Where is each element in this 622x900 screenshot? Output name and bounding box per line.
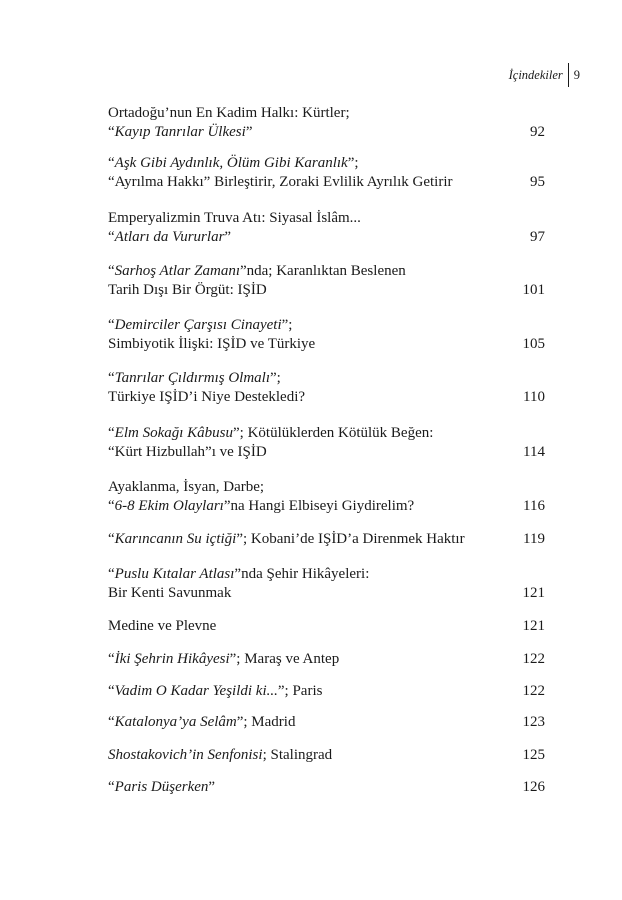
toc-entry <box>108 104 545 142</box>
toc-page-number: 114 <box>523 444 545 460</box>
toc-text: “ <box>108 263 115 279</box>
toc-entry-line <box>108 262 545 281</box>
toc-entry-line <box>108 778 545 797</box>
toc-italic-title: Elm Sokağı Kâbusu <box>114 425 234 441</box>
toc-text: Bir Kenti Savunmak <box>108 585 232 601</box>
toc-page-number: 125 <box>522 747 545 763</box>
toc-text: “ <box>108 531 115 547</box>
toc-text: ”; Kötülüklerden Kötülük Beğen: <box>233 425 434 441</box>
toc-entry-line <box>108 713 545 732</box>
toc-text: “ <box>108 229 115 245</box>
toc-entry <box>108 262 545 300</box>
toc-text: Ayaklanma, İsyan, Darbe; <box>108 479 265 495</box>
toc-entry-line <box>108 228 545 247</box>
toc-italic-title: Tanrılar Çıldırmış Olmalı <box>114 370 270 386</box>
toc-italic-title: Vadim O Kadar Yeşildi ki... <box>114 683 278 699</box>
toc-text: “ <box>108 124 115 140</box>
toc-page-number: 101 <box>522 282 545 298</box>
toc-page-number: 110 <box>523 389 545 405</box>
toc-text: ”nda; Karanlıktan Beslenen <box>239 263 406 279</box>
toc-entry <box>108 369 545 407</box>
toc-entry <box>108 682 545 701</box>
toc-entry <box>108 424 545 462</box>
toc-page-number: 105 <box>522 336 545 352</box>
toc-page-number: 126 <box>522 779 545 795</box>
toc-italic-title: Paris Düşerken <box>114 779 209 795</box>
toc-text: Medine ve Plevne <box>108 618 217 634</box>
toc-text: ”; <box>270 370 281 386</box>
toc-italic-title: Puslu Kıtalar Atlası <box>114 566 235 582</box>
toc-italic-title: Katalonya’ya Selâm <box>114 714 237 730</box>
toc-text: Tarih Dışı Bir Örgüt: IŞİD <box>108 282 267 298</box>
toc-text: “ <box>108 683 115 699</box>
toc-text: Ortadoğu’nun En Kadim Halkı: Kürtler; <box>108 105 350 121</box>
toc-text: ; Stalingrad <box>262 747 333 763</box>
toc-text: “ <box>108 566 115 582</box>
toc-italic-title: Aşk Gibi Aydınlık, Ölüm Gibi Karanlık <box>114 155 348 171</box>
toc-text: “ <box>108 498 115 514</box>
toc-text: “ <box>108 651 115 667</box>
toc-entry-line <box>108 123 545 142</box>
toc-text: “ <box>108 370 115 386</box>
running-header-title: İçindekiler <box>508 67 563 82</box>
toc-text: ” <box>245 124 253 140</box>
toc-text: ”; <box>347 155 359 171</box>
toc-entry-line <box>108 316 545 335</box>
toc-page-number: 97 <box>530 229 545 245</box>
toc-italic-title: 6-8 Ekim Olayları <box>114 498 224 514</box>
toc-page-number: 121 <box>522 618 545 634</box>
toc-entry <box>108 316 545 354</box>
toc-entry-line <box>108 565 545 584</box>
toc-text: ”nda Şehir Hikâyeleri: <box>234 566 370 582</box>
toc-entry <box>108 530 545 549</box>
toc-text: Simbiyotik İlişki: IŞİD ve Türkiye <box>108 336 316 352</box>
toc-text: ”; Paris <box>277 683 323 699</box>
toc-entry-line <box>108 746 545 765</box>
toc-entry <box>108 565 545 603</box>
page-number: 9 <box>573 67 580 82</box>
toc-entry-line <box>108 104 545 123</box>
toc-entry <box>108 713 545 732</box>
toc-page-number: 122 <box>522 651 545 667</box>
toc-entry-line <box>108 335 545 354</box>
toc-entry-line <box>108 281 545 300</box>
toc-text: “ <box>108 317 115 333</box>
toc-text: Emperyalizmin Truva Atı: Siyasal İslâm... <box>108 210 361 226</box>
toc-entry <box>108 478 545 516</box>
toc-entry <box>108 209 545 247</box>
toc-text: “ <box>108 155 115 171</box>
toc-entry <box>108 154 545 192</box>
toc-text: ”; <box>281 317 293 333</box>
toc-text: “Kürt Hizbullah”ı ve IŞİD <box>108 444 267 460</box>
toc-entry-line <box>108 478 545 497</box>
toc-entry-line <box>108 443 545 462</box>
toc-italic-title: Sarhoş Atlar Zamanı <box>114 263 240 279</box>
toc-page-number: 92 <box>530 124 545 140</box>
toc-text: ”; Maraş ve Antep <box>229 651 340 667</box>
toc-entry-line <box>108 530 545 549</box>
toc-entry-line <box>108 369 545 388</box>
toc-text: “ <box>108 714 115 730</box>
toc-text: ”; Kobani’de IŞİD’a Direnmek Haktır <box>236 531 465 547</box>
toc-italic-title: Shostakovich’in Senfonisi <box>108 747 263 763</box>
toc-page-number: 95 <box>530 174 545 190</box>
toc-page-number: 122 <box>522 683 545 699</box>
toc-text: “ <box>108 425 115 441</box>
toc-text: Türkiye IŞİD’i Niye Destekledi? <box>108 389 306 405</box>
toc-entry-line <box>108 209 545 228</box>
toc-text: ”na Hangi Elbiseyi Giydirelim? <box>223 498 415 514</box>
toc-italic-title: Atları da Vururlar <box>114 229 225 245</box>
toc-italic-title: Kayıp Tanrılar Ülkesi <box>114 124 246 140</box>
toc-entry-line <box>108 388 545 407</box>
toc-text: “ <box>108 779 115 795</box>
toc-entry-line <box>108 424 545 443</box>
toc-page-number: 116 <box>523 498 545 514</box>
toc-entry-line <box>108 154 545 173</box>
toc-entry-line <box>108 584 545 603</box>
toc-text: ” <box>224 229 232 245</box>
toc-page-number: 121 <box>522 585 545 601</box>
toc-italic-title: İki Şehrin Hikâyesi <box>114 651 230 667</box>
running-header <box>509 63 580 87</box>
toc-italic-title: Demirciler Çarşısı Cinayeti <box>114 317 282 333</box>
toc-entry-line <box>108 173 545 192</box>
toc-entry-line <box>108 650 545 669</box>
toc-entry <box>108 617 545 636</box>
toc-page-number: 123 <box>522 714 545 730</box>
toc-text: ” <box>208 779 216 795</box>
toc-text: “Ayrılma Hakkı” Birleştirir, Zoraki Evlilik Ayrılık Getirir <box>108 174 453 190</box>
toc-entry <box>108 778 545 797</box>
toc-italic-title: Karıncanın Su içtiği <box>114 531 237 547</box>
toc-entry <box>108 650 545 669</box>
toc-entry <box>108 746 545 765</box>
toc-text: ”; Madrid <box>236 714 296 730</box>
toc-entry-line <box>108 497 545 516</box>
toc-page-number: 119 <box>523 531 545 547</box>
toc-entry-line <box>108 617 545 636</box>
toc-entry-line <box>108 682 545 701</box>
